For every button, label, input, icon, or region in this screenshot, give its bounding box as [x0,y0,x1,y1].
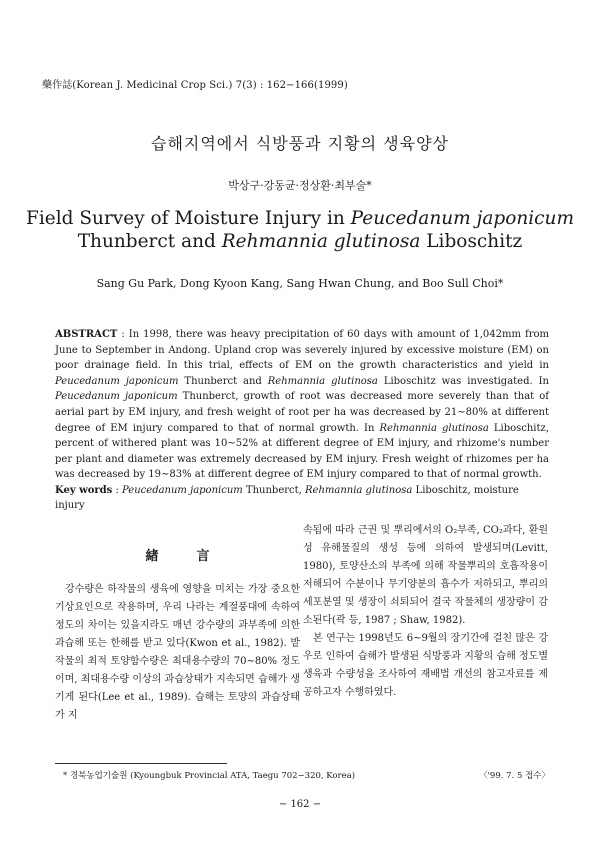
korean-authors: 박상구·강동균·정상환·최부술* [228,179,372,192]
english-title [0,207,600,253]
keywords: Key words : Peucedanum japonicum Thunberct, Rehmannia glutinosa Liboschitz, moisture injury [55,485,519,511]
english-authors: Sang Gu Park, Dong Kyoon Kang, Sang Hwan Chung, and Boo Sull Choi* [96,277,504,290]
journal-citation: 藥作誌(Korean J. Medicinal Crop Sci.) 7(3) : 162−166(1999) [42,80,348,91]
keywords-label: Key words [55,485,113,496]
intro-paragraph-left: 강수량은 하작물의 생육에 영향을 미치는 가장 중요한 기상요인으로 작용하며, 우리 나라는 계절풍대에 속하여 정도의 차이는 있을지라도 매년 강수량의 과부족에 의한 과습해 또는 한해를 받고 있다(Kwon et al., 1982). 밭작물의 최적 토양함수량은 최대용수량의 70∼80% 정도이며, 최대용수량 이상의 과습상태가 지속되면 습해가 생기게 된다(Lee et al., 1989). 습해는 토양의 과습상태가 지 [55,584,300,721]
english-title-line2: Thunberct and Rehmannia glutinosa Liboschitz [77,231,523,252]
english-title-line1: Field Survey of Moisture Injury in Peucedanum japonicum [26,208,574,229]
page-number: − 162 − [278,799,322,810]
intro-paragraph-objective: 본 연구는 1998년도 6∼9월의 장기간에 걸친 많은 강우로 인하여 습해가 발생된 식방풍과 지황의 습해 정도별 생육과 수량성을 조사하여 재배법 개선의 참고자료를 제공하고자 수행하였다. [303,633,548,698]
received-date: 〈'99. 7. 5 접수〉 [479,771,550,781]
korean-title: 습해지역에서 식방풍과 지황의 생육양상 [150,134,449,153]
introduction-heading: 緖言 [145,549,248,564]
left-column [55,522,300,725]
right-column [303,522,548,702]
abstract: ABSTRACT : In 1998, there was heavy precipitation of 60 days with amount of 1,042mm from June to September in Andong. Upland crop was severely injured by excessive moisture (EM) on poor drainage field. In this trial, effects of EM on the growth characteristics and yield in Peucedanum japonicum Thunberct and Rehmannia glutinosa Liboschitz was investigated. In Peucedanum japonicum Thunberct, growth of root was decreased more severely than that of aerial part by EM injury, and fresh weight of root per ha was decreased by 21∼80% at different degree of EM injury compared to that of normal growth. In Rehmannia glutinosa Liboschitz, percent of withered plant was 10∼52% at different degree of EM injury, and rhizome's number per plant and diameter was extremely decreased by EM injury. Fresh weight of rhizomes per ha was decreased by 19∼83% at different degree of EM injury compared to that of normal growth. [55,329,549,481]
affiliation-footnote: * 경북농업기술원 (Kyoungbuk Provincial ATA, Taegu 702−320, Korea) [63,771,356,781]
intro-paragraph-continued: 속됨에 따라 근권 및 뿌리에서의 O₂부족, CO₂과다, 환원성 유해물질의 생성 등에 의하여 발생되며(Levitt, 1980), 토양산소의 부족에 의해 작물뿌리의 호흡작용이 저해되어 수분이나 무기양분의 흡수가 저하되고, 뿌리의 세포분열 및 생장이 쇠퇴되어 결국 작물체의 생장량이 감소된다(곽 등, 1987 ; Shaw, 1982). [303,525,548,626]
abstract-label: ABSTRACT [55,329,118,340]
footnote-divider [55,763,227,764]
